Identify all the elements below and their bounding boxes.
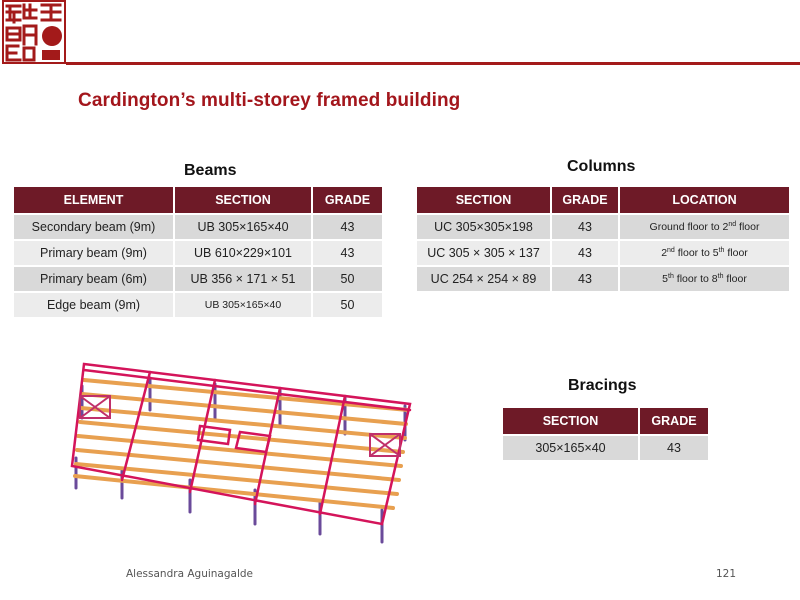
beams-header-element: ELEMENT	[14, 187, 174, 214]
beam-element: Secondary beam (9m)	[14, 214, 174, 240]
footer-author: Alessandra Aguinagalde	[126, 568, 253, 580]
location-text: floor to 8	[673, 273, 718, 285]
beams-header-grade: GRADE	[312, 187, 382, 214]
beams-heading: Beams	[184, 162, 237, 179]
columns-heading: Columns	[567, 158, 636, 175]
location-ordinal: th	[717, 273, 724, 280]
page-number: 121	[716, 568, 737, 580]
columns-header-section: SECTION	[417, 187, 551, 214]
beams-table	[14, 187, 382, 317]
column-section: UC 305×305×198	[417, 214, 551, 240]
table-row	[503, 435, 708, 460]
table-row	[14, 214, 382, 240]
slide-title: Cardington’s multi-storey framed building	[78, 90, 461, 111]
column-grade: 43	[551, 240, 619, 266]
location-text: floor	[723, 273, 747, 285]
columns-table	[417, 187, 789, 291]
header-rule	[66, 62, 800, 65]
beam-element: Primary beam (6m)	[14, 266, 174, 292]
table-row	[14, 292, 382, 317]
columns-header-location: LOCATION	[619, 187, 789, 214]
beam-grade: 43	[312, 214, 382, 240]
column-grade: 43	[551, 214, 619, 240]
column-location	[619, 240, 789, 266]
bracings-header-section: SECTION	[503, 408, 639, 435]
location-text: 2	[661, 247, 668, 259]
steel-frame-illustration	[60, 348, 420, 548]
beam-grade: 50	[312, 266, 382, 292]
beam-grade: 50	[312, 292, 382, 317]
beams-header-section: SECTION	[174, 187, 312, 214]
beam-section: UB 305×165×40	[174, 292, 312, 317]
beam-element: Primary beam (9m)	[14, 240, 174, 266]
beam-grade: 43	[312, 240, 382, 266]
location-text: floor	[724, 247, 748, 259]
location-ordinal: nd	[728, 221, 737, 228]
location-text: Ground floor to 2	[649, 221, 729, 233]
column-location	[619, 266, 789, 291]
columns-header-grade: GRADE	[551, 187, 619, 214]
location-ordinal: th	[668, 273, 674, 280]
bracing-section: 305×165×40	[503, 435, 639, 460]
table-row	[14, 266, 382, 292]
location-text: floor	[736, 221, 760, 233]
beam-section: UB 305×165×40	[174, 214, 312, 240]
beam-section: UB 610×229×101	[174, 240, 312, 266]
location-ordinal: nd	[667, 247, 675, 254]
bracing-grade: 43	[639, 435, 708, 460]
beam-element: Edge beam (9m)	[14, 292, 174, 317]
bracings-heading: Bracings	[568, 377, 637, 394]
table-row	[417, 240, 789, 266]
column-section: UC 254 × 254 × 89	[417, 266, 551, 291]
seal-logo	[2, 0, 66, 64]
column-location	[619, 214, 789, 240]
beam-section: UB 356 × 171 × 51	[174, 266, 312, 292]
column-grade: 43	[551, 266, 619, 291]
table-row	[417, 214, 789, 240]
location-ordinal: th	[718, 247, 725, 254]
location-text: floor to 5	[674, 247, 719, 259]
location-text: 5	[662, 273, 669, 285]
table-row	[417, 266, 789, 291]
bracings-table	[503, 408, 708, 460]
column-section: UC 305 × 305 × 137	[417, 240, 551, 266]
bracings-header-grade: GRADE	[639, 408, 708, 435]
table-row	[14, 240, 382, 266]
